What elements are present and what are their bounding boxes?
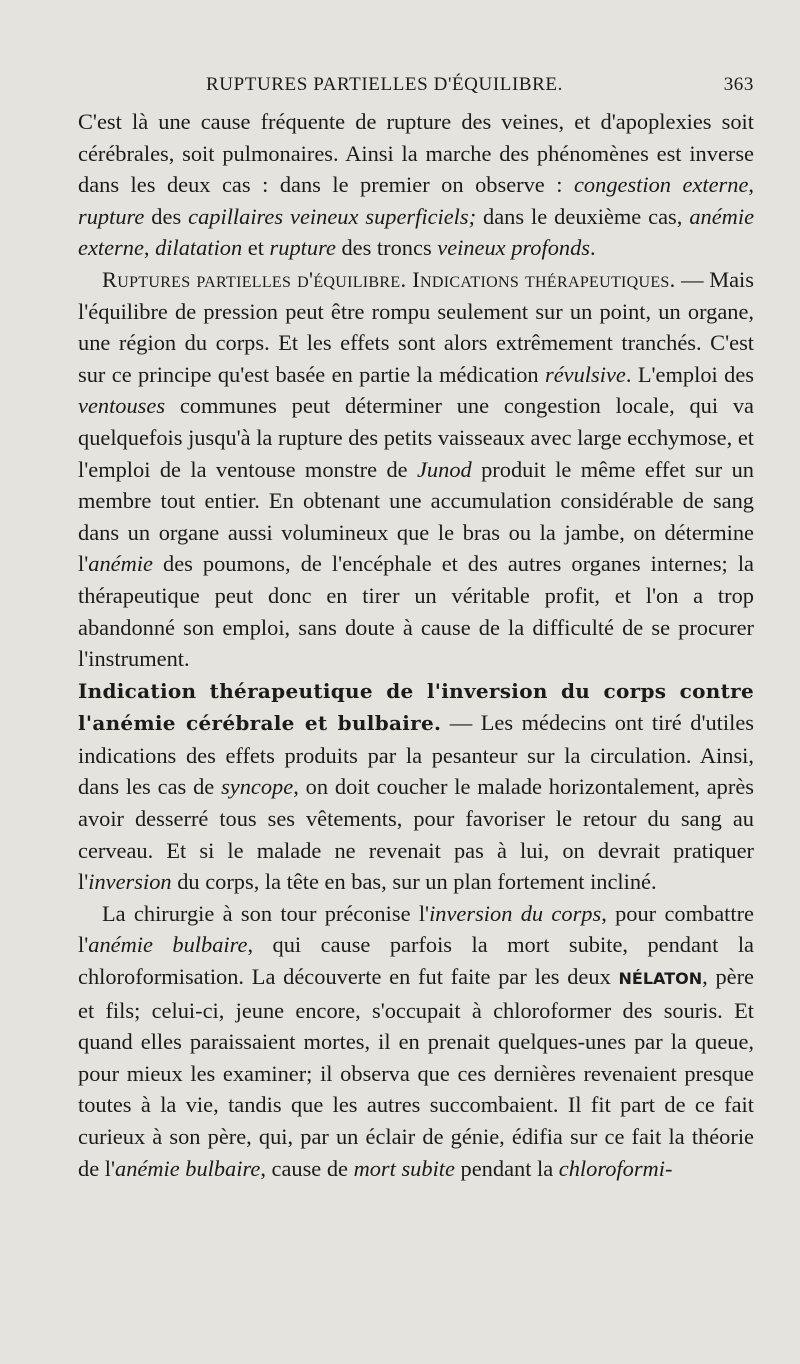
text: des troncs: [335, 235, 438, 261]
text: , qui cause parfois la mort subite, pendant la chloroformisation. La découverte en fut faite par les deux: [78, 932, 754, 990]
text: ,: [748, 172, 754, 198]
text: , père et fils; celui-ci, jeune encore, s'occupait à chloroformer des souris. Et quand elles paraissaient mortes, il en prenait quelques-unes par la queue, pour mieux les examiner; il observa que ces dernières revenaient presque toutes à la vie, tandis que les autres succombaient. Il fit part de ce fait curieux à son père, qui, par un éclair de génie, édifia sur ce fait la théorie de l': [78, 964, 754, 1181]
emphasis: dilatation: [155, 235, 243, 261]
emphasis: inversion: [88, 869, 172, 895]
emphasis: anémie bulbaire: [88, 932, 248, 958]
text: — Les médecins ont tiré d'utiles indications des effets produits par la pesanteur sur la circulation. Ainsi, dans les cas de: [78, 710, 754, 800]
text: ,: [143, 235, 156, 261]
emphasis: rupture: [269, 235, 336, 261]
text: et: [242, 235, 270, 261]
text: . L'emploi des: [625, 361, 754, 387]
emphasis: inversion du corps: [429, 900, 602, 926]
text: , on doit coucher le malade horizontalement, après avoir desserré tous ses vêtements, pour favoriser le retour du sang au cerveau. Et si le malade ne revenait pas à lui, on devrait pratiquer l': [78, 774, 754, 895]
emphasis: mort subite: [353, 1155, 455, 1181]
emphasis: rupture: [78, 203, 145, 229]
emphasis: Junod: [416, 456, 472, 482]
emphasis: anémie externe: [78, 203, 755, 261]
text: pendant la: [454, 1155, 559, 1181]
text: C'est là une cause fréquente de rupture des veines, et d'apoplexies soit cérébrales, soit pulmonaires. Ainsi la marche des phénomènes est inverse dans les deux cas : dans le premier on observe :: [78, 109, 754, 198]
emphasis: anémie: [88, 551, 153, 577]
text: dans le deuxième cas,: [476, 203, 690, 229]
running-header: [78, 74, 758, 102]
text: , pour combattre l': [78, 900, 754, 958]
text: du corps, la tête en bas, sur un plan fortement incliné.: [171, 869, 657, 895]
emphasis: révulsive: [545, 361, 626, 387]
emphasis: congestion externe: [573, 172, 749, 198]
text: .: [590, 235, 596, 261]
paragraph-2: [78, 264, 754, 675]
section-heading: Ruptures partielles d'équilibre. Indications thérapeutiques.: [102, 266, 676, 292]
text: produit le même effet sur un membre tout entier. En obtenant une accumulation considérable de sang dans un organe aussi volumineux que le bras ou la jambe, on détermine l': [78, 456, 755, 577]
paragraph-4: [78, 898, 754, 1184]
running-title: RUPTURES PARTIELLES D'ÉQUILIBRE.: [206, 74, 563, 95]
text: , cause de: [260, 1155, 354, 1181]
paragraph-3: [78, 675, 754, 898]
emphasis: chloroformi-: [558, 1155, 673, 1181]
text: communes peut déterminer une congestion locale, qui va quelquefois jusqu'à la rupture des petits vaisseaux avec large ecchymose, et l'emploi de la ventouse monstre de: [78, 393, 754, 482]
text: — Mais l'équilibre de pression peut être rompu seulement sur un point, un organe, une région du corps. Et les effets sont alors extrêmement tranchés. C'est sur ce principe qu'est basée en partie la médication: [78, 266, 754, 387]
text: des poumons, de l'encéphale et des autres organes internes; la thérapeutique peut donc en tirer un véritable profit, et l'on a trop abandonné son emploi, sans doute à cause de la difficulté de se procurer l'instrument.: [78, 551, 754, 672]
emphasis: ventouses: [78, 393, 166, 419]
paragraph-1: [78, 106, 754, 264]
body-text: [78, 106, 754, 1184]
section-heading: Indication thérapeutique de l'inversion du corps contre l'anémie cérébrale et bulbaire.: [78, 678, 754, 736]
emphasis: veineux profonds: [437, 235, 591, 261]
person-name: NÉLATON: [618, 969, 703, 989]
page-number: 363: [723, 74, 754, 95]
text: des: [144, 203, 189, 229]
emphasis: syncope: [221, 774, 294, 800]
text: La chirurgie à son tour préconise l': [102, 900, 430, 926]
emphasis: anémie bulbaire: [115, 1155, 261, 1181]
emphasis: capillaires veineux superficiels;: [188, 203, 477, 229]
